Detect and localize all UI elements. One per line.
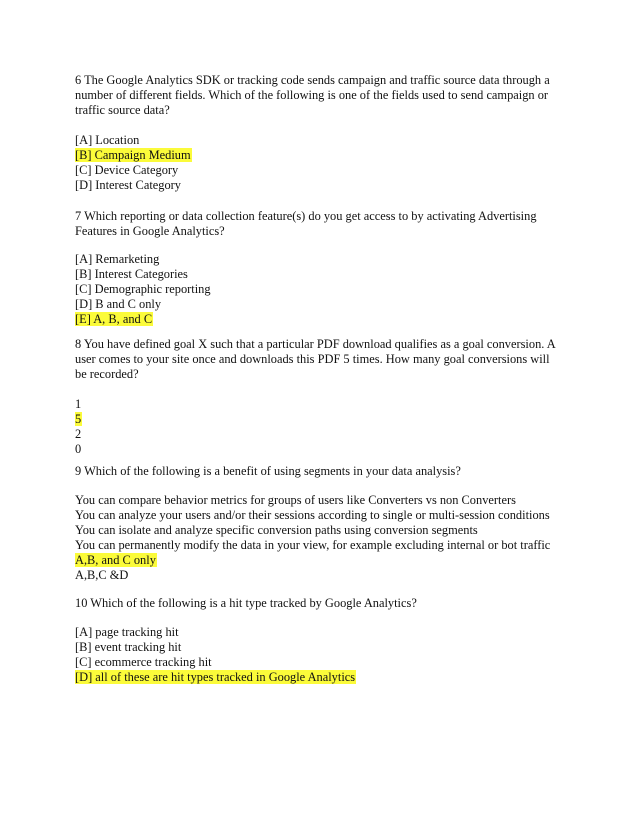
question-7-option-e <box>75 312 575 327</box>
question-7-options <box>75 252 575 327</box>
question-6-text-line-3: traffic source data? <box>75 103 170 117</box>
question-8-option-2 <box>75 412 575 427</box>
question-10-block <box>75 596 575 611</box>
answer-highlight: [D] all of these are hit types tracked in Google Analytics <box>75 670 356 684</box>
question-8-option-3: 2 <box>75 427 82 441</box>
question-6-text-line-2: number of different fields. Which of the following is one of the fields used to send campaign or <box>75 88 549 102</box>
question-9-option-4: You can permanently modify the data in your view, for example excluding internal or bot traffic <box>75 538 551 552</box>
question-7-text-line-2: Features in Google Analytics? <box>75 224 225 238</box>
question-9-text-line-1: 9 Which of the following is a benefit of using segments in your data analysis? <box>75 464 461 478</box>
question-8-option-4: 0 <box>75 442 82 456</box>
answer-highlight: 5 <box>75 412 82 426</box>
question-6-option-c: [C] Device Category <box>75 163 179 177</box>
question-9-option-2: You can analyze your users and/or their sessions according to single or multi-session conditions <box>75 508 550 522</box>
question-9-block <box>75 464 575 479</box>
question-9-options <box>75 493 575 583</box>
question-9-option-5 <box>75 553 575 568</box>
question-9-option-6: A,B,C &D <box>75 568 129 582</box>
question-7-text-line-1: 7 Which reporting or data collection feature(s) do you get access to by activating Advertising <box>75 209 537 223</box>
question-6-options <box>75 133 575 193</box>
question-8-text-line-1: 8 You have defined goal X such that a particular PDF download qualifies as a goal conversion. A <box>75 337 556 351</box>
question-10-options <box>75 625 575 685</box>
question-9-option-3: You can isolate and analyze specific conversion paths using conversion segments <box>75 523 478 537</box>
answer-highlight: A,B, and C only <box>75 553 156 567</box>
question-10-option-a: [A] page tracking hit <box>75 625 179 639</box>
question-7-option-c: [C] Demographic reporting <box>75 282 211 296</box>
question-7-option-d: [D] B and C only <box>75 297 162 311</box>
question-9-option-1: You can compare behavior metrics for groups of users like Converters vs non Converters <box>75 493 516 507</box>
question-7-block <box>75 209 575 239</box>
question-8-text-line-3: be recorded? <box>75 367 139 381</box>
question-6-text-line-1: 6 The Google Analytics SDK or tracking code sends campaign and traffic source data through a <box>75 73 550 87</box>
question-6-option-a: [A] Location <box>75 133 140 147</box>
question-6-option-b <box>75 148 575 163</box>
answer-highlight: [B] Campaign Medium <box>75 148 191 162</box>
question-10-option-d <box>75 670 575 685</box>
question-10-option-c: [C] ecommerce tracking hit <box>75 655 212 669</box>
question-10-option-b: [B] event tracking hit <box>75 640 182 654</box>
question-6-block <box>75 73 575 118</box>
question-7-option-a: [A] Remarketing <box>75 252 160 266</box>
question-6-option-d: [D] Interest Category <box>75 178 181 192</box>
question-7-option-b: [B] Interest Categories <box>75 267 188 281</box>
question-8-option-1: 1 <box>75 397 82 411</box>
question-8-options <box>75 397 575 457</box>
question-8-block <box>75 337 575 382</box>
question-8-text-line-2: user comes to your site once and downloads this PDF 5 times. How many goal conversions will <box>75 352 550 366</box>
answer-highlight: [E] A, B, and C <box>75 312 153 326</box>
question-10-text-line-1: 10 Which of the following is a hit type tracked by Google Analytics? <box>75 596 417 610</box>
